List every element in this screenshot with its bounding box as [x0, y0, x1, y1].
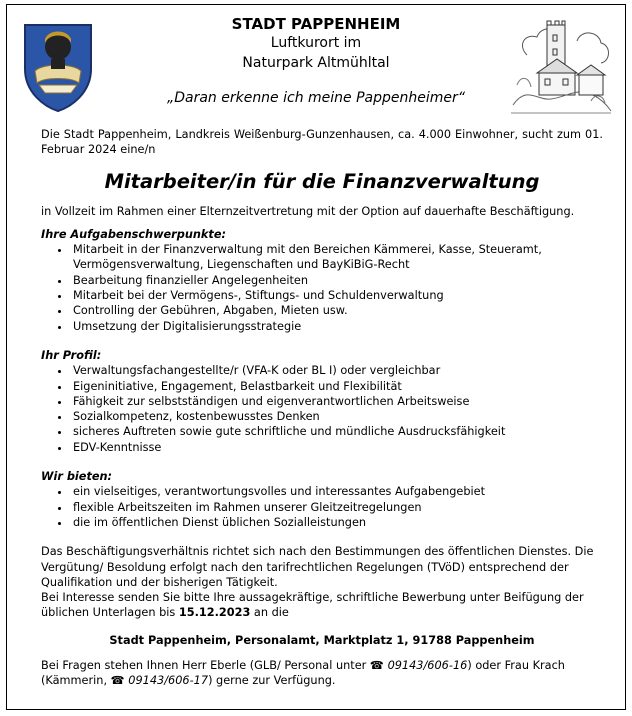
list-item: • Bearbeitung finanzieller Angelegenheiten — [71, 273, 603, 288]
application-text-suffix: an die — [250, 606, 289, 620]
list-item: • sicheres Auftreten sowie gute schriftliche und mündliche Ausdrucksfähigkeit — [71, 424, 603, 439]
contact-info — [41, 658, 603, 689]
contact-mid: ) oder Frau Krach (Kämmerin, — [41, 659, 565, 688]
phone-number-eberle: 09143/606-16 — [387, 659, 468, 673]
section-title-profile: Ihr Profil: — [41, 348, 102, 362]
list-item: • Mitarbeit in der Finanzverwaltung mit den Bereichen Kämmerei, Kasse, Steueramt, Vermögensverwaltung, Liegenschaften und BayKiBiG-Recht — [71, 242, 603, 273]
list-item: • Eigeninitiative, Engagement, Belastbarkeit und Flexibilität — [71, 379, 603, 394]
posting-body — [41, 127, 603, 689]
list-item: • EDV-Kenntnisse — [71, 440, 603, 455]
motto: „Daran erkenne ich meine Pappenheimer“ — [166, 90, 466, 106]
intro-text: Die Stadt Pappenheim, Landkreis Weißenburg-Gunzenhausen, ca. 4.000 Einwohner, sucht zum 01. Februar 2024 eine/n — [41, 128, 603, 157]
contact-prefix: Bei Fragen stehen Ihnen Herr Eberle (GLB/ Personal unter — [41, 659, 370, 673]
offer-list — [41, 484, 603, 530]
list-item: • Fähigkeit zur selbstständigen und eigenverantwortlichen Arbeitsweise — [71, 394, 603, 409]
subtitle-line-1: Luftkurort im — [270, 35, 362, 51]
list-item: • Umsetzung der Digitalisierungsstrategie — [71, 319, 603, 334]
task-list — [41, 242, 603, 334]
profile-list — [41, 363, 603, 455]
list-item: • Verwaltungsfachangestellte/r (VFA-K oder BL I) oder vergleichbar — [71, 363, 603, 378]
list-item: • die im öffentlichen Dienst üblichen Sozialleistungen — [71, 515, 603, 530]
letterhead — [7, 5, 625, 123]
subtitle-line-2: Naturpark Altmühltal — [242, 55, 390, 71]
application-text-prefix: Bei Interesse senden Sie bitte Ihre aussagekräftige, schriftliche Bewerbung unter Beifügung der üblichen Unterlagen bis — [41, 591, 584, 620]
list-item: • Mitarbeit bei der Vermögens-, Stiftungs- und Schuldenverwaltung — [71, 288, 603, 303]
application-deadline: 15.12.2023 — [178, 606, 251, 620]
contact-suffix: ) gerne zur Verfügung. — [208, 674, 336, 688]
application-instructions — [41, 590, 603, 621]
phone-number-krach: 09143/606-17 — [128, 674, 209, 688]
postal-address: Stadt Pappenheim, Personalamt, Marktplatz 1, 91788 Pappenheim — [109, 633, 535, 647]
list-item: • ein vielseitiges, verantwortungsvolles und interessantes Aufgabengebiet — [71, 484, 603, 499]
phone-icon: ☎ — [369, 659, 384, 673]
section-title-offer: Wir bieten: — [41, 470, 113, 484]
employment-note: in Vollzeit im Rahmen einer Elternzeitvertretung mit der Option auf dauerhafte Beschäftigung. — [41, 204, 575, 218]
job-posting — [6, 4, 626, 710]
castle-illustration-icon — [507, 15, 615, 117]
employment-terms: Das Beschäftigungsverhältnis richtet sich nach den Bestimmungen des öffentlichen Dienstes. Die Vergütung/ Besoldung erfolgt nach den tarifrechtlichen Regelungen (TVöD) entsprechend der Qualifikation und der bisherigen Tätigkeit. — [41, 545, 594, 589]
list-item: • Controlling der Gebühren, Abgaben, Mieten usw. — [71, 303, 603, 318]
city-name: STADT PAPPENHEIM — [231, 15, 401, 33]
phone-icon: ☎ — [110, 674, 125, 688]
list-item: • flexible Arbeitszeiten im Rahmen unserer Gleitzeitregelungen — [71, 500, 603, 515]
section-title-tasks: Ihre Aufgabenschwerpunkte: — [41, 227, 227, 241]
job-title: Mitarbeiter/in für die Finanzverwaltung — [104, 169, 540, 193]
list-item: • Sozialkompetenz, kostenbewusstes Denken — [71, 409, 603, 424]
